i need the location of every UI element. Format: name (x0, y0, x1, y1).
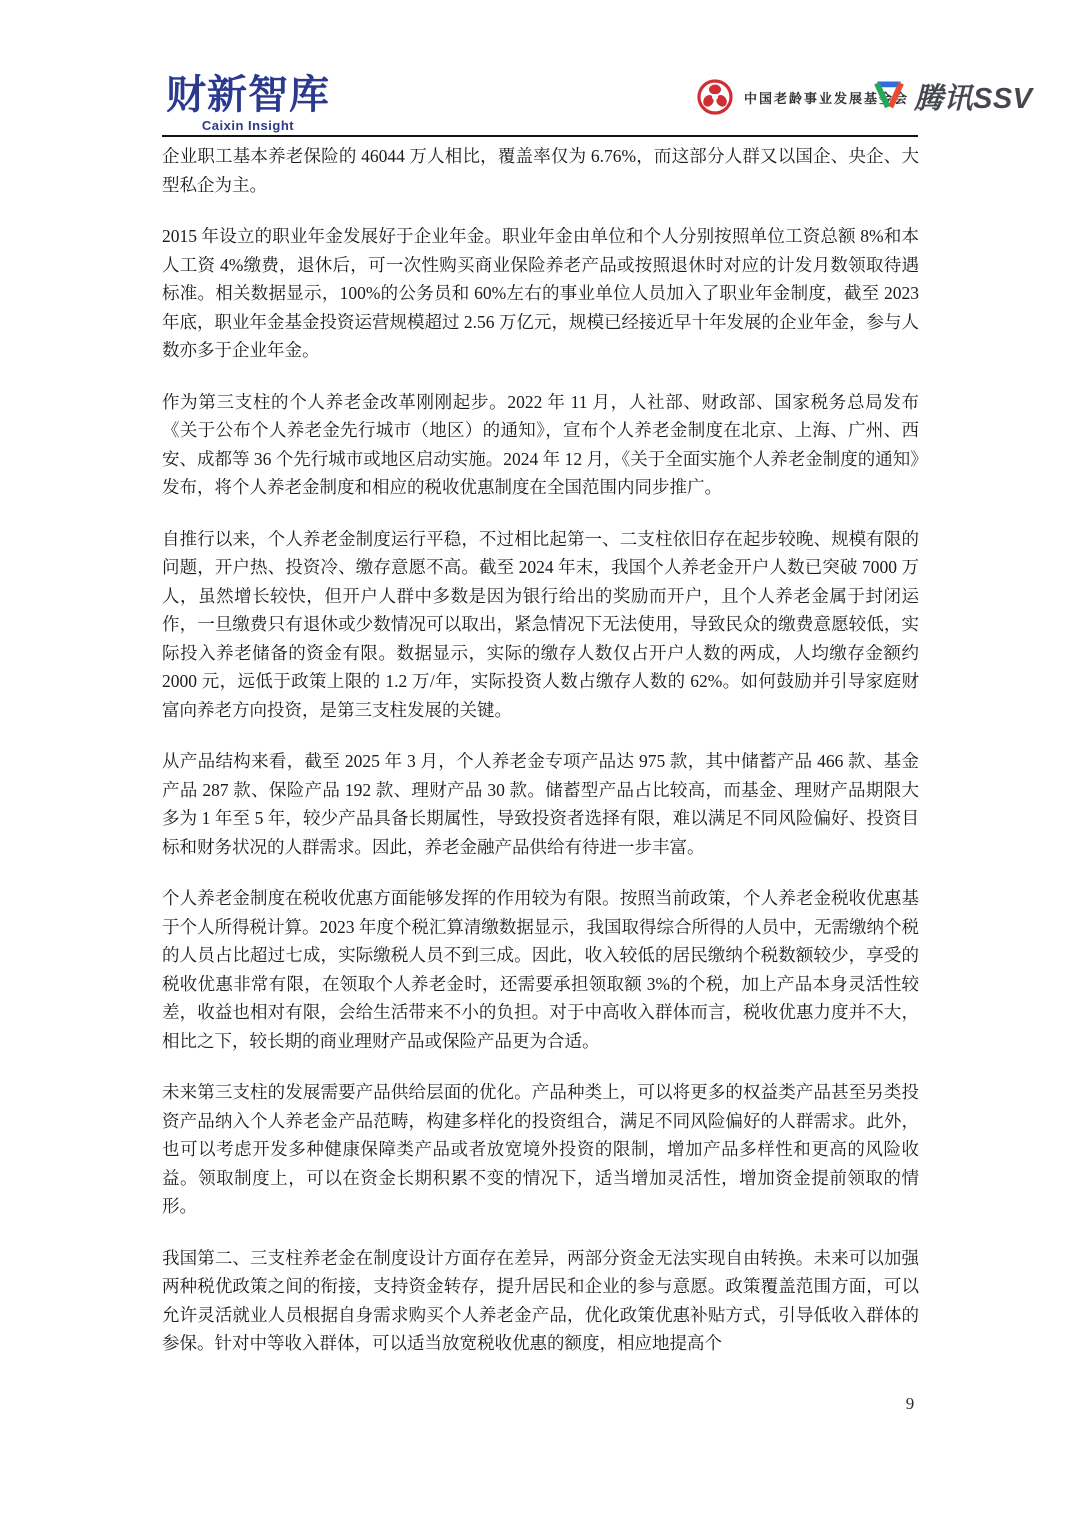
paragraph: 未来第三支柱的发展需要产品供给层面的优化。产品种类上，可以将更多的权益类产品甚至另类投资产品纳入个人养老金产品范畴，构建多样化的投资组合，满足不同风险偏好的人群需求。此外，也可以考虑开发多种健康保障类产品或者放宽境外投资的限制，增加产品多样性和更高的风险收益。领取制度上，可以在资金长期积累不变的情况下，适当增加灵活性，增加资金提前领取的情形。 (162, 1082, 919, 1216)
paragraph: 我国第二、三支柱养老金在制度设计方面存在差异，两部分资金无法实现自由转换。未来可以加强两种税优政策之间的衔接，支持资金转存，提升居民和企业的参与意愿。政策覆盖范围方面，可以允许灵活就业人员根据自身需求购买个人养老金产品，优化政策优惠补贴方式，引导低收入群体的参保。针对中等收入群体，可以适当放宽税收优惠的额度，相应地提高个 (162, 1247, 919, 1353)
paragraph: 个人养老金制度在税收优惠方面能够发挥的作用较为有限。按照当前政策，个人养老金税收优惠基于个人所得税计算。2023 年度个税汇算清缴数据显示，我国取得综合所得的人员中，无需缴纳个税的人员占比超过七成，实际缴税人员不到三成。因此，收入较低的居民缴纳个税数额较少，享受的税收优惠非常有限，在领取个人养老金时，还需要承担领取额 3%的个税，加上产品本身灵活性较差，收益也相对有限，会给生活带来不小的负担。对于中高收入群体而言，税收优惠力度并不大，相比之下，较长期的商业理财产品或保险产品更为合适。 (162, 888, 919, 1051)
tencent-ssv-triangle-icon (870, 77, 908, 115)
caixin-logo-cn-text: 财新智库 (166, 73, 330, 117)
paragraph: 自推行以来，个人养老金制度运行平稳，不过相比起第一、二支柱依旧存在起步较晚、规模有限的问题，开户热、投资冷、缴存意愿不高。截至 2024 年末，我国个人养老金开户人数已突破 7000 万人，虽然增长较快，但开户人群中多数是因为银行给出的奖励而开户，且个人养老金属于封闭运作，一旦缴费只有退休或少数情况可以取出，紧急情况下无法使用，导致民众的缴费意愿较低，实际投入养老储备的资金有限。数据显示，实际的缴存人数仅占开户人数的两成，人均缴存金额约 2000 元，远低于政策上限的 1.2 万/年，实际投资人数占缴存人数的 62%。如何鼓励并引导家庭财富向养老方向投资，是第三支柱发展的关键。 (162, 528, 919, 720)
caixin-insight-logo (163, 74, 333, 133)
caixin-logo-en-text: Caixin Insight (201, 118, 295, 133)
header-divider (162, 135, 918, 137)
tencent-ssv-logo (870, 76, 1033, 116)
tencent-ssv-text: 腾讯SSV (914, 82, 1033, 115)
page-header (0, 0, 1080, 140)
paragraph: 企业职工基本养老保险的 46044 万人相比，覆盖率仅为 6.76%，而这部分人群又以国企、央企、大型私企为主。 (162, 146, 919, 195)
foundation-emblem-icon (696, 78, 734, 116)
paragraph: 2015 年设立的职业年金发展好于企业年金。职业年金由单位和个人分别按照单位工资总额 8%和本人工资 4%缴费，退休后，可一次性购买商业保险养老产品或按照退休时对应的计发月数领取待遇标准。相关数据显示，100%的公务员和 60%左右的事业单位人员加入了职业年金制度，截至 2023 年底，职业年金基金投资运营规模超过 2.56 万亿元，规模已经接近早十年发展的企业年金，参与人数亦多于企业年金。 (162, 226, 919, 360)
page-number: 9 (905, 1394, 915, 1413)
paragraph: 作为第三支柱的个人养老金改革刚刚起步。2022 年 11 月，人社部、财政部、国家税务总局发布《关于公布个人养老金先行城市（地区）的通知》，宣布个人养老金制度在北京、上海、广州、西安、成都等 36 个先行城市或地区启动实施。2024 年 12 月，《关于全面实施个人养老金制度的通知》发布，将个人养老金制度和相应的税收优惠制度在全国范围内同步推广。 (162, 391, 919, 497)
document-body (162, 142, 919, 1358)
foundation-name-text: 中国老龄事业发展基金会 (744, 90, 910, 106)
paragraph: 从产品结构来看，截至 2025 年 3 月，个人养老金专项产品达 975 款，其中储蓄产品 466 款、基金产品 287 款、保险产品 192 款、理财产品 30 款。储蓄型产品占比较高，而基金、理财产品期限大多为 1 年至 5 年，较少产品具备长期属性，导致投资者选择有限，难以满足不同风险偏好、投资目标和财务状况的人群需求。因此，养老金融产品供给有待进一步丰富。 (162, 751, 919, 857)
